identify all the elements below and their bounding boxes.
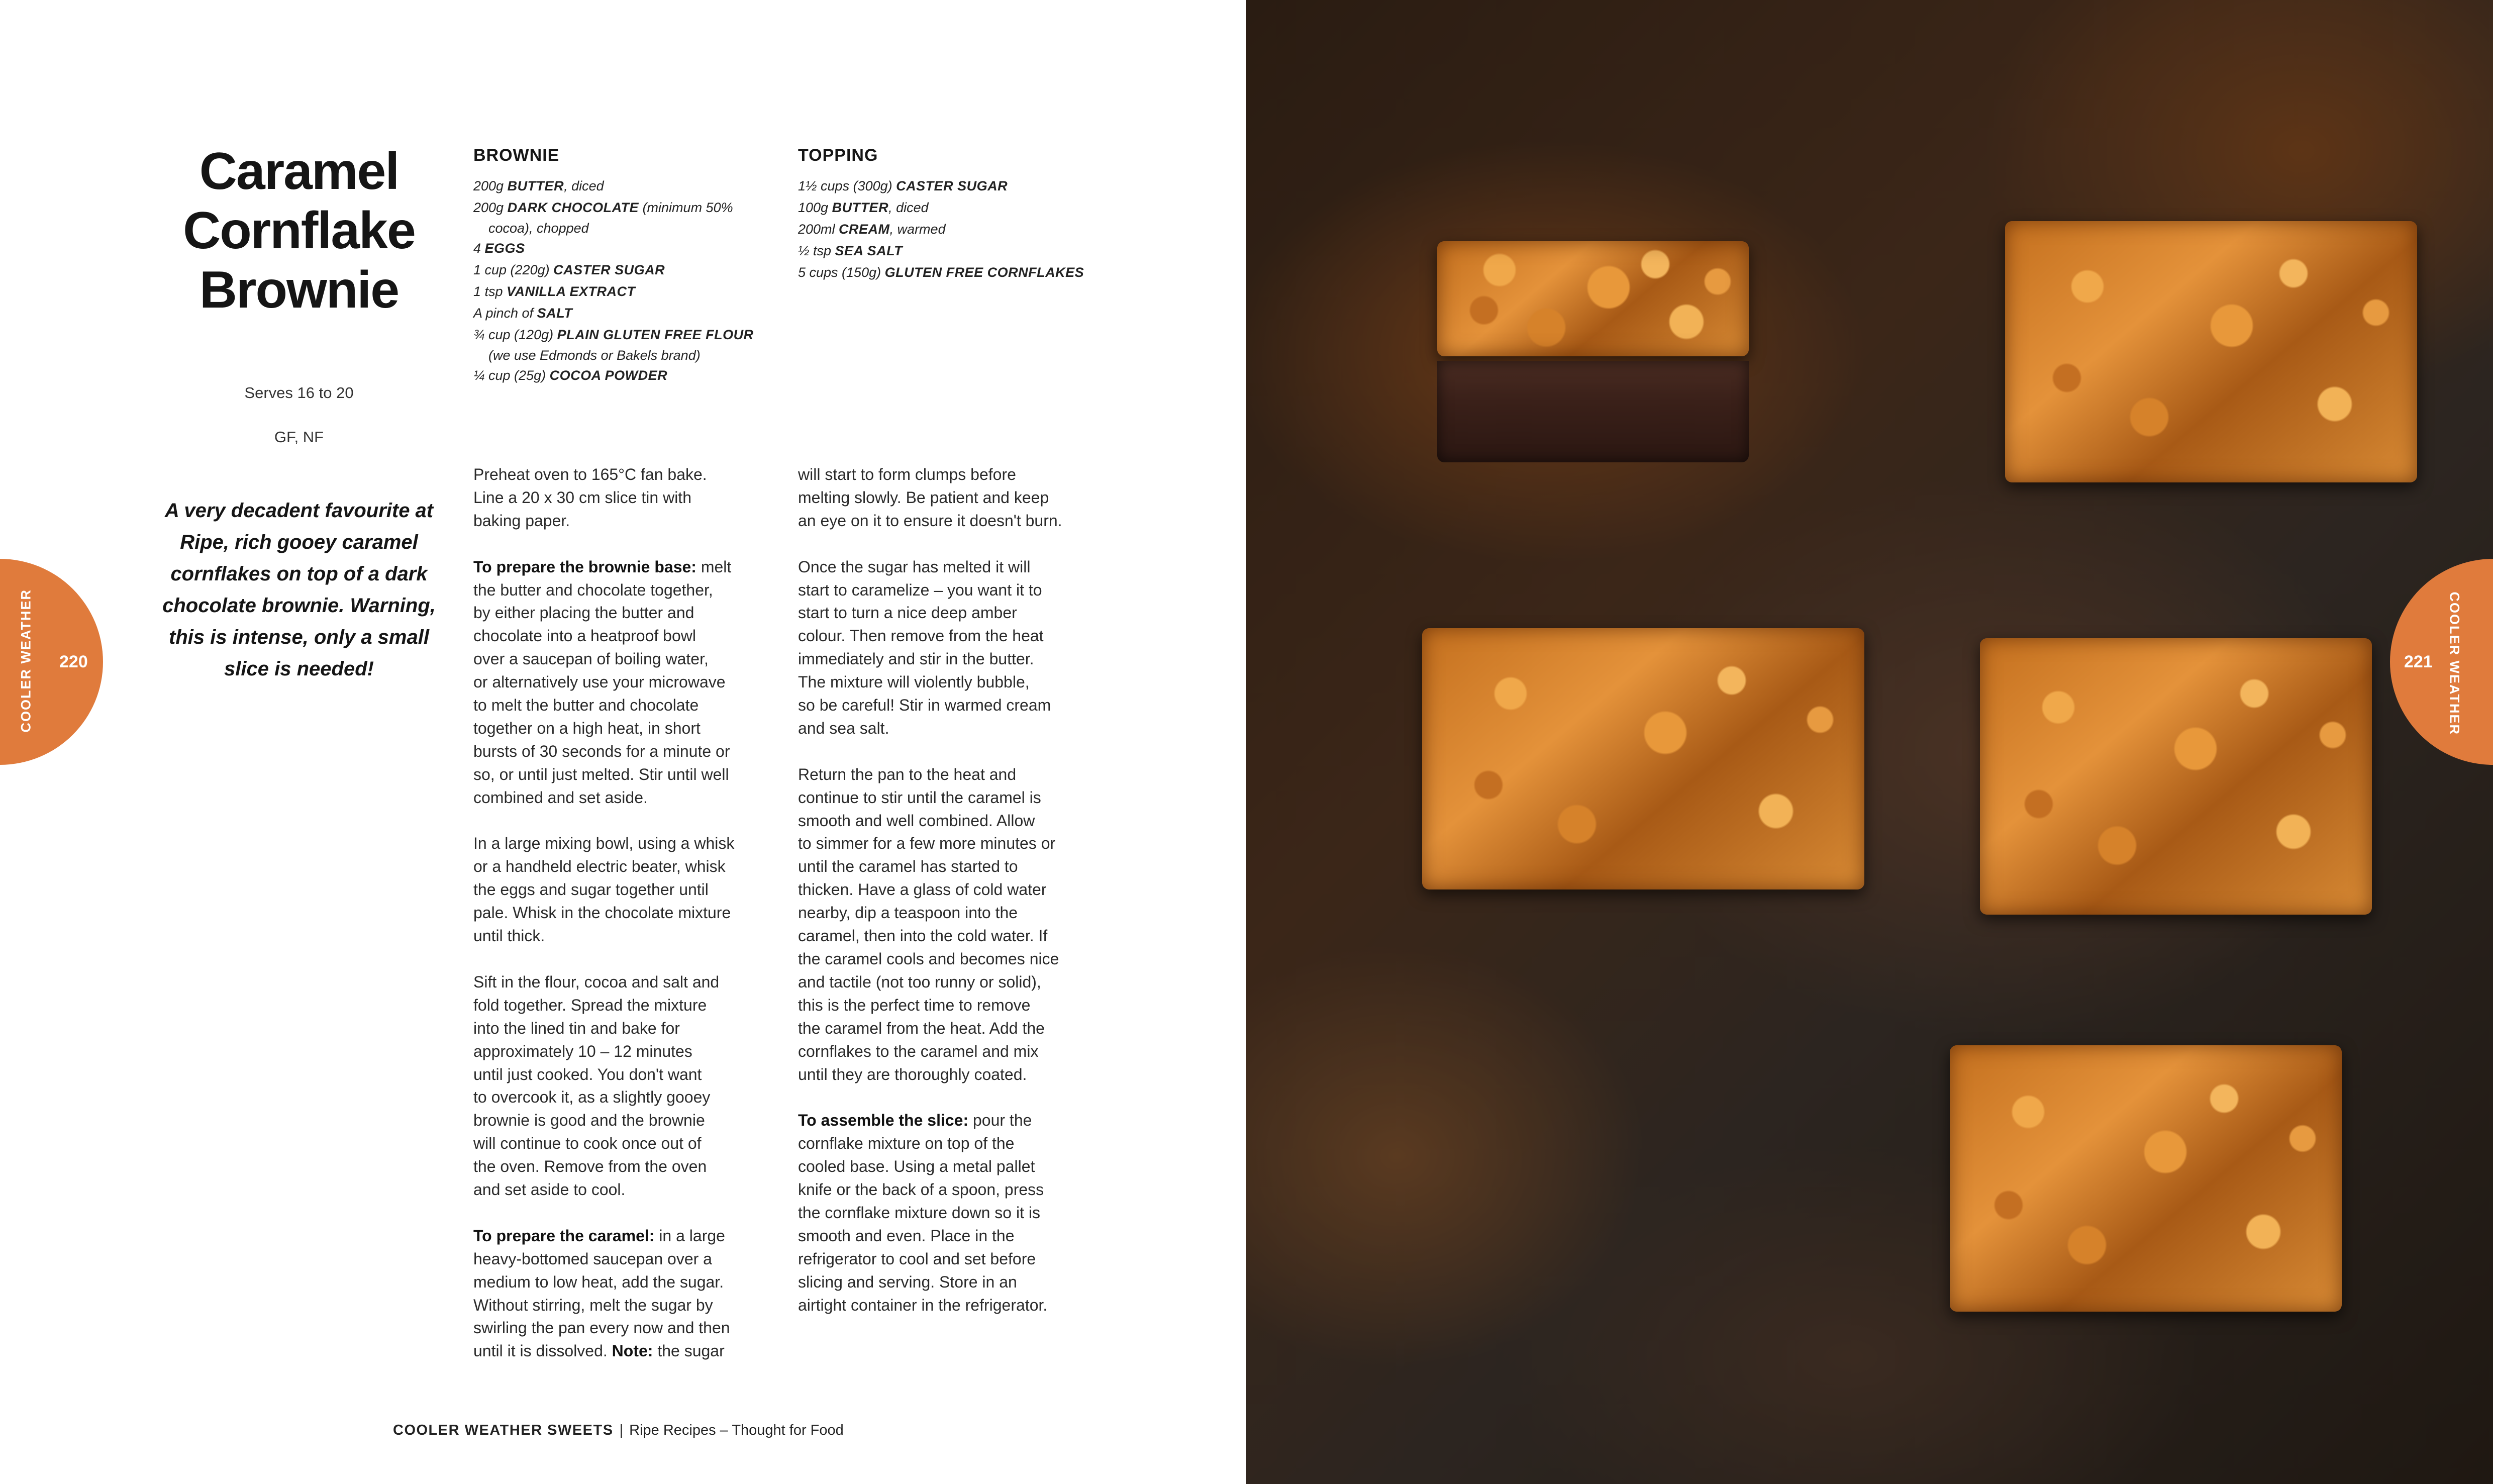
section-tab-left	[0, 559, 103, 765]
chocolate-layer	[1437, 361, 1749, 462]
title-line: Cornflake	[183, 202, 415, 260]
ingredient-name: EGGS	[484, 241, 525, 256]
ingredient-item	[798, 219, 1110, 240]
ingredient-name: CASTER SUGAR	[553, 262, 665, 277]
caramel-layer	[1422, 628, 1864, 889]
ingredient-item	[798, 197, 1110, 219]
ingredient-quantity: ¼ cup (25g)	[473, 368, 550, 383]
topping-heading: TOPPING	[798, 146, 878, 165]
ingredient-note: , diced	[564, 178, 604, 193]
ingredient-item	[473, 238, 785, 259]
method-step-label: To assemble the slice:	[798, 1111, 969, 1130]
ingredient-quantity: 1 tsp	[473, 284, 507, 299]
title-line: Brownie	[199, 261, 399, 319]
ingredient-item	[473, 259, 785, 281]
page-number: 220	[59, 652, 88, 671]
method-paragraph	[798, 763, 1100, 1086]
topping-ingredients	[798, 146, 1110, 283]
ingredient-list	[473, 175, 785, 386]
section-tab-right	[2390, 559, 2493, 765]
ingredient-item	[798, 262, 1110, 283]
ingredient-quantity: 100g	[798, 200, 832, 215]
ingredient-item	[473, 346, 785, 365]
ingredient-quantity: 1 cup (220g)	[473, 262, 554, 277]
caramel-layer	[2005, 221, 2417, 482]
ingredient-item	[798, 175, 1110, 197]
brownie-heading: BROWNIE	[473, 146, 560, 165]
method-text: in a large heavy-bottomed saucepan over a medium to low heat, add the sugar. Without stirring, melt the sugar by swirling the pan every now and then until it is dissolved.	[473, 1226, 730, 1360]
ingredient-quantity: A pinch of	[473, 306, 537, 321]
method-text: pour the cornflake mixture on top of the cooled base. Using a metal pallet knife or the back of a spoon, press the cornflake mixture down so it is smooth and even. Place in the refrigerator to cool and set before slicing and serving. Store in an airtight container in the refrigerator.	[798, 1111, 1048, 1314]
caramel-layer	[1980, 638, 2372, 915]
ingredient-item	[473, 324, 785, 346]
method-paragraph	[473, 463, 775, 533]
ingredient-quantity: 200ml	[798, 222, 839, 237]
method-text: the sugar	[653, 1342, 725, 1360]
method-step-label: To prepare the caramel:	[473, 1226, 655, 1245]
recipe-intro: A very decadent favourite at Ripe, rich gooey caramel cornflakes on top of a dark chocolate brownie. Warning, this is intense, only a small slice is needed!	[162, 500, 436, 680]
method-paragraph	[473, 556, 775, 810]
ingredient-item	[473, 175, 785, 197]
ingredient-quantity: 4	[473, 241, 485, 256]
ingredient-quantity: cocoa), chopped	[488, 221, 589, 236]
method-column-left	[473, 463, 775, 1386]
ingredient-name: GLUTEN FREE CORNFLAKES	[884, 265, 1084, 280]
method-text: In a large mixing bowl, using a whisk or a handheld electric beater, whisk the eggs and sugar together until pale. Whisk in the chocolate mixture until thick.	[473, 834, 735, 945]
ingredient-quantity: (we use Edmonds or Bakels brand)	[488, 348, 701, 363]
method-paragraph	[798, 556, 1100, 740]
method-paragraph	[473, 1225, 775, 1363]
ingredient-quantity: 5 cups (150g)	[798, 265, 885, 280]
method-text: Return the pan to the heat and continue to stir until the caramel is smooth and well combined. Allow to simmer for a few more minutes or until the caramel has started to thicken. Have a glass of cold water nearby, dip a teaspoon into the caramel, then into the cold water. If the caramel cools and becomes nice and tactile (not too runny or solid), this is the perfect time to remove the caramel from the heat. Add the cornflakes to the caramel and mix until they are thoroughly coated.	[798, 765, 1059, 1083]
tab-section-label: COOLER WEATHER	[2447, 591, 2462, 735]
running-footer	[393, 1422, 844, 1439]
method-text: will start to form clumps before melting slowly. Be patient and keep an eye on it to ensure it doesn't burn.	[798, 465, 1062, 530]
ingredient-quantity: 200g	[473, 178, 508, 193]
ingredient-item	[798, 240, 1110, 262]
method-paragraph	[798, 463, 1100, 533]
diet-tags: GF, NF	[274, 428, 324, 446]
ingredient-name: CASTER SUGAR	[896, 178, 1008, 193]
method-text: Preheat oven to 165°C fan bake. Line a 20 x 30 cm slice tin with baking paper.	[473, 465, 707, 530]
caramel-layer	[1950, 1045, 2342, 1312]
serves-text: Serves 16 to 20	[244, 384, 354, 402]
method-text: melt the butter and chocolate together, by either placing the butter and chocolate into a heatproof bowl over a saucepan of boiling water, or alternatively use your microwave to melt the butter and chocolate together on a high heat, in short bursts of 30 seconds for a minute or so, or until just melted. Stir until well combined and set aside.	[473, 557, 732, 807]
brownie-slice	[1980, 638, 2372, 915]
method-paragraph	[473, 971, 775, 1202]
ingredient-item	[473, 219, 785, 238]
method-paragraph	[473, 832, 775, 948]
ingredient-item	[473, 365, 785, 386]
ingredient-note: , warmed	[889, 222, 946, 237]
brownie-ingredients	[473, 146, 785, 386]
brownie-slice	[1950, 1045, 2342, 1312]
ingredient-item	[473, 197, 785, 219]
ingredient-item	[473, 303, 785, 324]
ingredient-name: SEA SALT	[835, 243, 903, 258]
left-page	[0, 0, 1246, 1484]
brownie-slice-side-view	[1437, 241, 1749, 462]
brownie-slice	[1422, 628, 1864, 889]
method-paragraph	[798, 1109, 1100, 1317]
footer-separator: |	[619, 1422, 624, 1438]
ingredient-quantity: 1½ cups (300g)	[798, 178, 896, 193]
ingredient-name: SALT	[537, 306, 573, 321]
title-line: Caramel	[199, 142, 399, 201]
ingredient-name: DARK CHOCOLATE	[507, 200, 639, 215]
method-text: Sift in the flour, cocoa and salt and fold together. Spread the mixture into the lined tin and bake for approximately 10 – 12 minutes until just cooked. You don't want to overcook it, as a slightly gooey brownie is good and the brownie will continue to cook once out of the oven. Remove from the oven and set aside to cool.	[473, 972, 720, 1199]
ingredient-name: PLAIN GLUTEN FREE FLOUR	[557, 327, 754, 342]
ingredient-note: (minimum 50%	[639, 200, 733, 215]
tab-section-label: COOLER WEATHER	[18, 589, 34, 733]
brownie-slice	[2005, 221, 2417, 482]
ingredient-item	[473, 281, 785, 303]
ingredient-note: , diced	[888, 200, 929, 215]
footer-section: COOLER WEATHER SWEETS	[393, 1422, 614, 1438]
photo-page	[1246, 0, 2493, 1484]
method-text: Once the sugar has melted it will start to caramelize – you want it to start to turn a nice deep amber colour. Then remove from the heat immediately and stir in the butter. The mixture will violently bubble, so be careful! Stir in warmed cream and sea salt.	[798, 557, 1051, 737]
recipe-title	[146, 142, 452, 320]
ingredient-quantity: ¾ cup (120g)	[473, 327, 557, 342]
ingredient-name: BUTTER	[832, 200, 889, 215]
ingredient-list	[798, 175, 1110, 283]
ingredient-name: BUTTER	[507, 178, 564, 193]
ingredient-name: COCOA POWDER	[549, 368, 668, 383]
method-step-label: To prepare the brownie base:	[473, 557, 696, 576]
method-note-label: Note:	[612, 1342, 653, 1360]
method-column-right	[798, 463, 1100, 1340]
caramel-layer	[1437, 241, 1749, 356]
ingredient-quantity: 200g	[473, 200, 508, 215]
ingredient-quantity: ½ tsp	[798, 243, 835, 258]
footer-book-title: Ripe Recipes – Thought for Food	[629, 1422, 844, 1438]
ingredient-name: CREAM	[839, 222, 890, 237]
page-number: 221	[2404, 652, 2433, 671]
ingredient-name: VANILLA EXTRACT	[507, 284, 636, 299]
